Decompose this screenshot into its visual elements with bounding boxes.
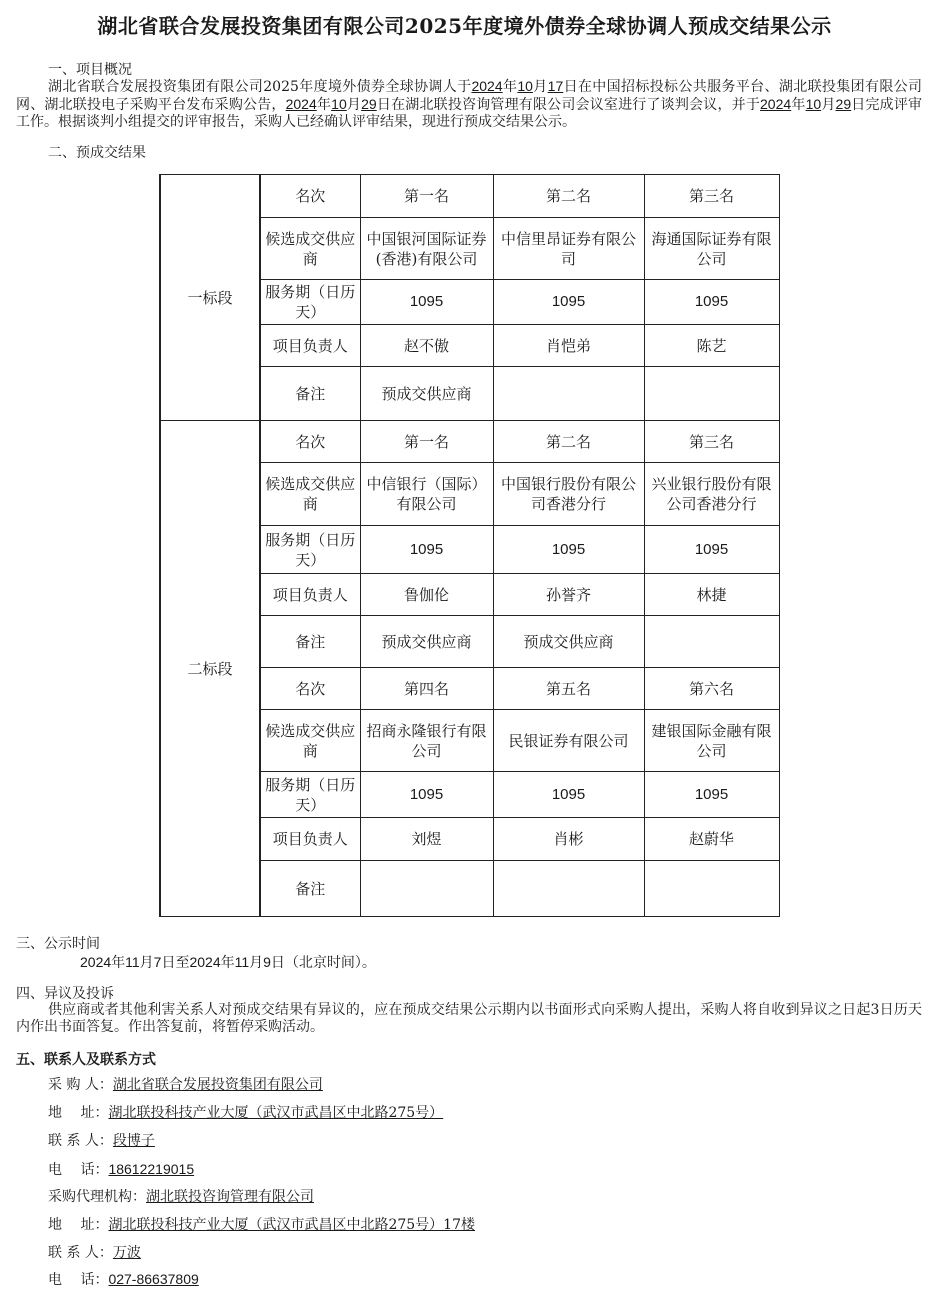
row-label-leader: 项目负责人 (260, 574, 360, 616)
section2-heading: 二、预成交结果 (48, 145, 146, 161)
agent-address: 湖北联投科技产业大厦（武汉市武昌区中北路275号）17楼 (108, 1217, 475, 1233)
lot2-rank: 第六名 (644, 668, 779, 710)
row-label-service: 服务期（日历天） (260, 526, 360, 574)
table-row (160, 175, 779, 218)
lot2-leader: 鲁伽伦 (360, 574, 493, 616)
lot2-service: 1095 (644, 526, 779, 574)
agent-phone-line: 电 话：027-86637809 (48, 1271, 199, 1288)
lot2-service: 1095 (360, 526, 493, 574)
lot1-leader: 肖恺弟 (493, 325, 644, 367)
lot2-rank: 第五名 (493, 668, 644, 710)
row-label-service: 服务期（日历天） (260, 772, 360, 818)
agent-phone: 027-86637809 (108, 1271, 199, 1287)
lot2-remark (493, 861, 644, 917)
lot2-service: 1095 (360, 772, 493, 818)
row-label-supplier: 候选成交供应商 (260, 218, 360, 280)
lot1-remark (644, 367, 779, 421)
row-label-leader: 项目负责人 (260, 325, 360, 367)
lot2-remark (644, 861, 779, 917)
lot1-supplier: 中国银河国际证券(香港)有限公司 (360, 218, 493, 280)
buyer-phone: 18612219015 (108, 1161, 195, 1177)
lot2-remark (644, 616, 779, 668)
lot2-rank: 第四名 (360, 668, 493, 710)
lot2-service: 1095 (493, 526, 644, 574)
row-label-rank: 名次 (260, 668, 360, 710)
lot2-supplier: 兴业银行股份有限公司香港分行 (644, 463, 779, 526)
table-row (160, 421, 779, 463)
buyer-contact-line: 联 系 人：段博子 (48, 1133, 155, 1149)
section5-heading: 五、联系人及联系方式 (16, 1052, 156, 1068)
lot2-leader: 孙誉齐 (493, 574, 644, 616)
section1-heading: 一、项目概况 (48, 62, 132, 78)
agent-contact: 万波 (112, 1245, 141, 1261)
lot2-service: 1095 (493, 772, 644, 818)
row-label-service: 服务期（日历天） (260, 280, 360, 325)
lot1-rank: 第三名 (644, 175, 779, 218)
lot2-rank: 第三名 (644, 421, 779, 463)
lot2-supplier: 建银国际金融有限公司 (644, 710, 779, 772)
lot2-supplier: 民银证券有限公司 (493, 710, 644, 772)
row-label-supplier: 候选成交供应商 (260, 463, 360, 526)
lot2-supplier: 中信银行（国际）有限公司 (360, 463, 493, 526)
objection-text: 供应商或者其他利害关系人对预成交结果有异议的，应在预成交结果公示期内以书面形式向采购人提出，采购人将自收到异议之日起3日历天内作出书面答复。作出答复前，将暂停采购活动。 (16, 1002, 922, 1035)
lot1-leader: 赵不傲 (360, 325, 493, 367)
lot1-remark (493, 367, 644, 421)
row-label-rank: 名次 (260, 175, 360, 218)
lot2-rank: 第二名 (493, 421, 644, 463)
lot2-leader: 赵蔚华 (644, 818, 779, 861)
lot2-name: 二标段 (160, 421, 260, 917)
buyer-line: 采 购 人：湖北省联合发展投资集团有限公司 (48, 1077, 323, 1093)
row-label-rank: 名次 (260, 421, 360, 463)
row-label-remark: 备注 (260, 861, 360, 917)
lot1-supplier: 中信里昂证券有限公司 (493, 218, 644, 280)
agent-address-line: 地 址：湖北联投科技产业大厦（武汉市武昌区中北路275号）17楼 (48, 1217, 475, 1233)
buyer-address: 湖北联投科技产业大厦（武汉市武昌区中北路275号） (108, 1105, 444, 1121)
lot2-rank: 第一名 (360, 421, 493, 463)
row-label-remark: 备注 (260, 616, 360, 668)
lot2-remark: 预成交供应商 (360, 616, 493, 668)
lot1-supplier: 海通国际证券有限公司 (644, 218, 779, 280)
section4-heading: 四、异议及投诉 (16, 986, 114, 1002)
lot1-leader: 陈艺 (644, 325, 779, 367)
buyer-contact: 段博子 (112, 1133, 155, 1149)
lot2-remark (360, 861, 493, 917)
buyer-phone-line: 电 话：18612219015 (48, 1161, 195, 1178)
lot2-leader: 林捷 (644, 574, 779, 616)
row-label-supplier: 候选成交供应商 (260, 710, 360, 772)
page-title: 湖北省联合发展投资集团有限公司2025年度境外债券全球协调人预成交结果公示 (97, 14, 832, 38)
agent-contact-line: 联 系 人：万波 (48, 1245, 141, 1261)
row-label-remark: 备注 (260, 367, 360, 421)
row-label-leader: 项目负责人 (260, 818, 360, 861)
lot2-supplier: 中国银行股份有限公司香港分行 (493, 463, 644, 526)
lot2-supplier: 招商永隆银行有限公司 (360, 710, 493, 772)
agent-name: 湖北联投咨询管理有限公司 (146, 1189, 314, 1205)
section3-heading: 三、公示时间 (16, 936, 100, 952)
lot2-remark: 预成交供应商 (493, 616, 644, 668)
buyer-name: 湖北省联合发展投资集团有限公司 (112, 1077, 323, 1093)
lot1-rank: 第二名 (493, 175, 644, 218)
lot2-leader: 刘煜 (360, 818, 493, 861)
lot1-name: 一标段 (160, 175, 260, 421)
lot2-leader: 肖彬 (493, 818, 644, 861)
lot1-service: 1095 (644, 280, 779, 325)
lot1-service: 1095 (493, 280, 644, 325)
buyer-address-line: 地 址：湖北联投科技产业大厦（武汉市武昌区中北路275号） (48, 1105, 444, 1121)
publicity-period: 2024年11月7日至2024年11月9日（北京时间）。 (80, 954, 376, 970)
lot1-remark: 预成交供应商 (360, 367, 493, 421)
section1-paragraph: 湖北省联合发展投资集团有限公司2025年度境外债券全球协调人于2024年10月17日在中国招标投标公共服务平台、湖北联投集团有限公司网、湖北联投电子采购平台发布采购公告，2024年10月29日在湖北联投咨询管理有限公司会议室进行了谈判会议，并于2024年10月29日完成评审工作。根据谈判小组提交的评审报告，采购人已经确认评审结果，现进行预成交结果公示。 (16, 78, 923, 130)
lot1-service: 1095 (360, 280, 493, 325)
agent-line: 采购代理机构：湖北联投咨询管理有限公司 (48, 1189, 314, 1205)
lot2-service: 1095 (644, 772, 779, 818)
result-table (159, 174, 780, 917)
lot1-rank: 第一名 (360, 175, 493, 218)
